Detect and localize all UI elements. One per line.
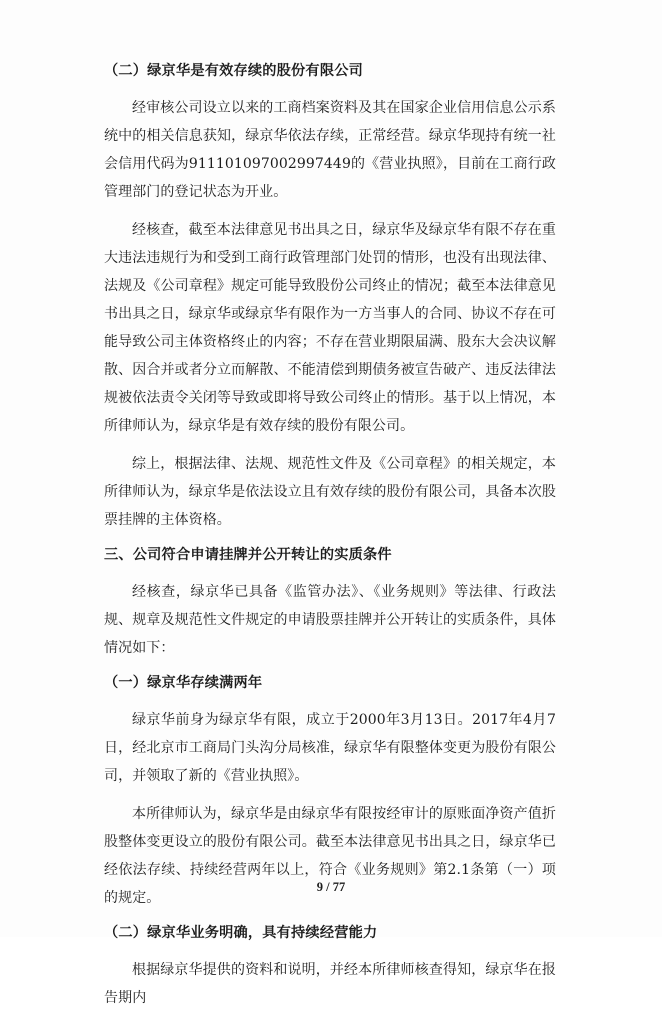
paragraph-predecessor: 绿京华前身为绿京华有限，成立于2000年3月13日。2017年4月7日，经北京市工商局门头沟分局核准，绿京华有限整体变更为股份有限公司，并领取了新的《营业执照》。 xyxy=(104,712,556,784)
section-heading-effective-existence: （二）绿京华是有效存续的股份有限公司 xyxy=(104,63,363,79)
section-heading-two-years: （一）绿京华存续满两年 xyxy=(104,675,263,691)
section-heading-clear-business: （二）绿京华业务明确，具有持续经营能力 xyxy=(104,925,378,941)
page-number: 9 / 77 xyxy=(316,880,346,894)
paragraph-conditions-intro: 经核查，绿京华已具备《监管办法》、《业务规则》等法律、行政法规、规章及规范性文件规定的申请股票挂牌并公开转让的实质条件，具体情况如下： xyxy=(104,584,556,656)
paragraph-business-license: 经审核公司设立以来的工商档案资料及其在国家企业信用信息公示系统中的相关信息获知，绿京华依法存续，正常经营。绿京华现持有统一社会信用代码为911101097002997449的《营业执照》，目前在工商行政管理部门的登记状态为开业。 xyxy=(104,100,556,200)
paragraph-materials: 根据绿京华提供的资料和说明，并经本所律师核查得知，绿京华在报告期内 xyxy=(104,962,556,1006)
section-heading-substantive-conditions: 三、公司符合申请挂牌并公开转让的实质条件 xyxy=(104,547,392,563)
document-body xyxy=(104,60,556,1022)
paragraph-summary: 综上，根据法律、法规、规范性文件及《公司章程》的相关规定，本所律师认为，绿京华是依法设立且有效存续的股份有限公司，具备本次股票挂牌的主体资格。 xyxy=(104,456,556,528)
paragraph-no-violations: 经核查，截至本法律意见书出具之日，绿京华及绿京华有限不存在重大违法违规行为和受到工商行政管理部门处罚的情形，也没有出现法律、法规及《公司章程》规定可能导致股份公司终止的情况；截至本法律意见书出具之日，绿京华或绿京华有限作为一方当事人的合同、协议不存在可能导致公司主体资格终止的内容；不存在营业期限届满、股东大会决议解散、因合并或者分立而解散、不能清偿到期债务被宣告破产、违反法律法规被依法责令关闭等导致或即将导致公司终止的情形。基于以上情况，本所律师认为，绿京华是有效存续的股份有限公司。 xyxy=(104,222,556,434)
paragraph-lawyer-opinion: 本所律师认为，绿京华是由绿京华有限按经审计的原账面净资产值折股整体变更设立的股份有限公司。截至本法律意见书出具之日，绿京华已经依法存续、持续经营两年以上，符合《业务规则》第2.1条第（一）项的规定。 xyxy=(104,806,556,906)
